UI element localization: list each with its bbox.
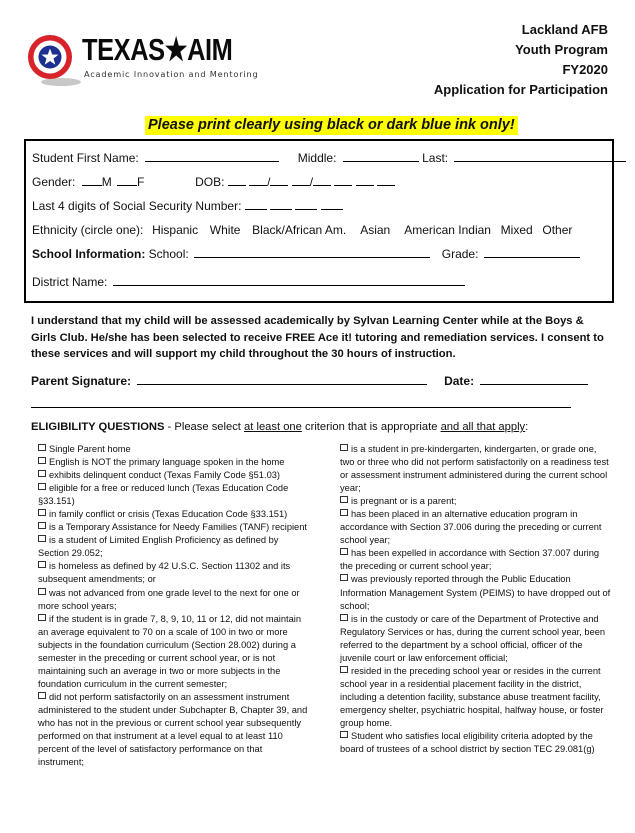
form-header — [434, 20, 608, 100]
checkbox-icon[interactable] — [38, 535, 46, 542]
first-name-label: Student First Name: — [32, 151, 139, 165]
eligibility-item-text: in family conflict or crisis (Texas Education Code §33.151) — [49, 509, 288, 520]
checkbox-icon[interactable] — [38, 588, 46, 595]
eligibility-intro-colon: : — [525, 421, 529, 433]
school-label: School: — [148, 247, 189, 261]
first-name-field[interactable] — [145, 150, 279, 162]
checkbox-icon[interactable] — [340, 509, 348, 516]
eligibility-item — [340, 573, 612, 612]
logo-subtitle: Academic Innovation and Mentoring — [84, 69, 259, 79]
last-name-label: Last: — [422, 151, 449, 165]
grade-label: Grade: — [441, 247, 479, 261]
date-field[interactable] — [480, 373, 588, 385]
eligibility-intro-text-2: criterion that is appropriate — [301, 421, 441, 433]
gender-f-label: F — [137, 175, 145, 189]
checkbox-icon[interactable] — [340, 731, 348, 738]
eligibility-item-text: resided in the preceding school year or resides in the current school year in a residential placement facility in the district, including a detention facility, substance abuse treatment facility, emergency shelter, psychiatric hospital, halfway house, or foster group home. — [340, 665, 604, 728]
name-row — [32, 150, 626, 166]
ethnicity-option-mixed[interactable]: Mixed — [500, 223, 533, 237]
gender-f-field[interactable] — [117, 174, 137, 186]
student-info-box — [24, 139, 614, 303]
eligibility-item-text: exhibits delinquent conduct (Texas Family Code §51.03) — [49, 470, 281, 481]
ink-notice: Please print clearly using black or dark blue ink only! — [145, 116, 518, 135]
ethnicity-option-american-indian[interactable]: American Indian — [404, 223, 491, 237]
grade-field[interactable] — [484, 246, 580, 258]
eligibility-item — [38, 691, 310, 769]
shield-star-icon — [27, 34, 73, 80]
eligibility-intro-all-apply: and all that apply — [440, 421, 526, 433]
eligibility-heading: ELIGIBILITY QUESTIONS — [31, 421, 165, 433]
gender-m-field[interactable] — [82, 174, 102, 186]
eligibility-item-text: was previously reported through the Public Education Information Management System (PEIMS) to have dropped out of school; — [340, 574, 611, 611]
eligibility-item-text: is homeless as defined by 42 U.S.C. Section 11302 and its subsequent amendments; or — [38, 561, 291, 585]
gender-label: Gender: — [32, 175, 76, 189]
district-field[interactable] — [113, 274, 465, 286]
school-row — [32, 246, 580, 262]
header-form-title: Application for Participation — [433, 82, 608, 97]
district-row — [32, 274, 465, 290]
checkbox-icon[interactable] — [38, 483, 46, 490]
eligibility-item-text: is pregnant or is a parent; — [351, 496, 457, 507]
eligibility-item-text: is a student of Limited English Proficiency as defined by Section 29.052; — [38, 535, 279, 559]
ethnicity-option-asian[interactable]: Asian — [360, 223, 391, 237]
eligibility-item — [340, 547, 612, 573]
eligibility-item-text: is in the custody or care of the Department of Protective and Regulatory Services or has, during the current school year, been referred to the department by a school official, officer of the juvenile court or law enforcement official; — [340, 613, 606, 663]
date-label: Date: — [444, 374, 475, 388]
eligibility-intro-at-least-one: at least one — [244, 421, 302, 433]
dob-label: DOB: — [195, 175, 225, 189]
eligibility-item — [340, 443, 612, 495]
eligibility-right-column — [340, 443, 612, 756]
eligibility-item — [38, 443, 310, 456]
ethnicity-label: Ethnicity (circle one): — [32, 223, 144, 237]
checkbox-icon[interactable] — [38, 470, 46, 477]
checkbox-icon[interactable] — [38, 444, 46, 451]
eligibility-left-column — [38, 443, 310, 769]
checkbox-icon[interactable] — [340, 614, 348, 621]
eligibility-item — [340, 508, 612, 547]
eligibility-item-text: if the student is in grade 7, 8, 9, 10, 11 or 12, did not maintain an average equivalent to 70 on a scale of 100 in two or more subjects in the foundation curriculum (Section 28.002) during a semester in the preceding or current school year, or is not maintaining such an average in two or more subjects in the foundation curriculum in the current semester; — [38, 613, 302, 689]
eligibility-item — [340, 495, 612, 508]
gender-dob-row — [32, 174, 395, 190]
ethnicity-option-black[interactable]: Black/African Am. — [252, 223, 347, 237]
eligibility-item-text: has been expelled in accordance with Section 37.007 during the preceding or current school year; — [340, 548, 600, 572]
eligibility-item — [38, 456, 310, 469]
school-field[interactable] — [194, 246, 430, 258]
eligibility-item-text: is a student in pre-kindergarten, kindergarten, or grade one, two or three who did not perform satisfactorily on a readiness test or assessment instrument administered during the current school year; — [340, 444, 609, 494]
eligibility-item-text: was not advanced from one grade level to the next for one or more school years; — [38, 587, 300, 611]
extra-signature-line[interactable] — [31, 407, 571, 408]
checkbox-icon[interactable] — [38, 692, 46, 699]
eligibility-item — [340, 730, 612, 756]
ethnicity-option-white[interactable]: White — [209, 223, 241, 237]
checkbox-icon[interactable] — [340, 548, 348, 555]
dob-field[interactable]: / / — [228, 175, 395, 189]
ssn-row — [32, 198, 343, 214]
eligibility-item — [38, 560, 310, 586]
ethnicity-option-hispanic[interactable]: Hispanic — [152, 223, 199, 237]
checkbox-icon[interactable] — [340, 444, 348, 451]
eligibility-item — [38, 469, 310, 482]
school-info-label: School Information: — [32, 247, 146, 261]
checkbox-icon[interactable] — [340, 666, 348, 673]
last-name-field[interactable] — [454, 150, 626, 162]
eligibility-item — [38, 482, 310, 508]
checkbox-icon[interactable] — [38, 457, 46, 464]
eligibility-item — [38, 534, 310, 560]
ssn-label: Last 4 digits of Social Security Number: — [32, 199, 242, 213]
eligibility-item — [38, 508, 310, 521]
header-program: Youth Program — [515, 42, 608, 57]
eligibility-item-text: Single Parent home — [49, 444, 131, 454]
checkbox-icon[interactable] — [38, 561, 46, 568]
eligibility-item — [340, 665, 612, 730]
ssn-field[interactable] — [245, 199, 343, 213]
checkbox-icon[interactable] — [340, 496, 348, 503]
eligibility-item-text: did not perform satisfactorily on an assessment instrument administered to the student under Subchapter B, Chapter 39, and who has not in the previous or current school year subsequently performed on that instrument at a level equal to at least 110 percent of the level of satisfactory performance on that instrument; — [38, 691, 308, 768]
texas-aim-logo — [27, 32, 257, 92]
checkbox-icon[interactable] — [38, 509, 46, 516]
middle-name-label: Middle: — [297, 151, 337, 165]
checkbox-icon[interactable] — [38, 614, 46, 621]
eligibility-intro-text: - Please select — [164, 421, 245, 433]
ethnicity-row — [32, 222, 572, 238]
middle-name-field[interactable] — [343, 150, 419, 162]
ethnicity-option-other[interactable]: Other — [542, 223, 573, 237]
eligibility-item-text: English is NOT the primary language spoken in the home — [49, 457, 285, 468]
eligibility-item — [38, 613, 310, 691]
gender-m-label: M — [101, 175, 112, 189]
signature-row — [31, 373, 588, 388]
eligibility-heading-row — [31, 421, 528, 433]
eligibility-item-text: is a Temporary Assistance for Needy Families (TANF) recipient — [49, 522, 307, 533]
eligibility-item-text: eligible for a free or reduced lunch (Texas Education Code §33.151) — [38, 483, 289, 507]
eligibility-item — [38, 521, 310, 534]
parent-signature-label: Parent Signature: — [31, 374, 132, 388]
eligibility-item-text: has been placed in an alternative education program in accordance with Section 37.006 during the preceding or current school year; — [340, 509, 602, 546]
header-location: Lackland AFB — [521, 22, 608, 37]
checkbox-icon[interactable] — [38, 522, 46, 529]
logo-title: TEXAS★AIM — [82, 32, 233, 67]
eligibility-item — [340, 613, 612, 665]
header-fiscal-year: FY2020 — [562, 62, 608, 77]
consent-statement: I understand that my child will be assessed academically by Sylvan Learning Center while at the Boys & Girls Club. He/she has been selected to receive FREE Ace it! tutoring and remediation services. I consent to these services and will support my child throughout the 30 hours of instruction. — [31, 315, 604, 360]
eligibility-item — [38, 587, 310, 613]
eligibility-item-text: Student who satisfies local eligibility criteria adopted by the board of trustees of a school district by section TEC 29.081(g) — [340, 731, 595, 755]
parent-signature-field[interactable] — [137, 373, 427, 385]
district-label: District Name: — [32, 275, 108, 289]
checkbox-icon[interactable] — [340, 574, 348, 581]
